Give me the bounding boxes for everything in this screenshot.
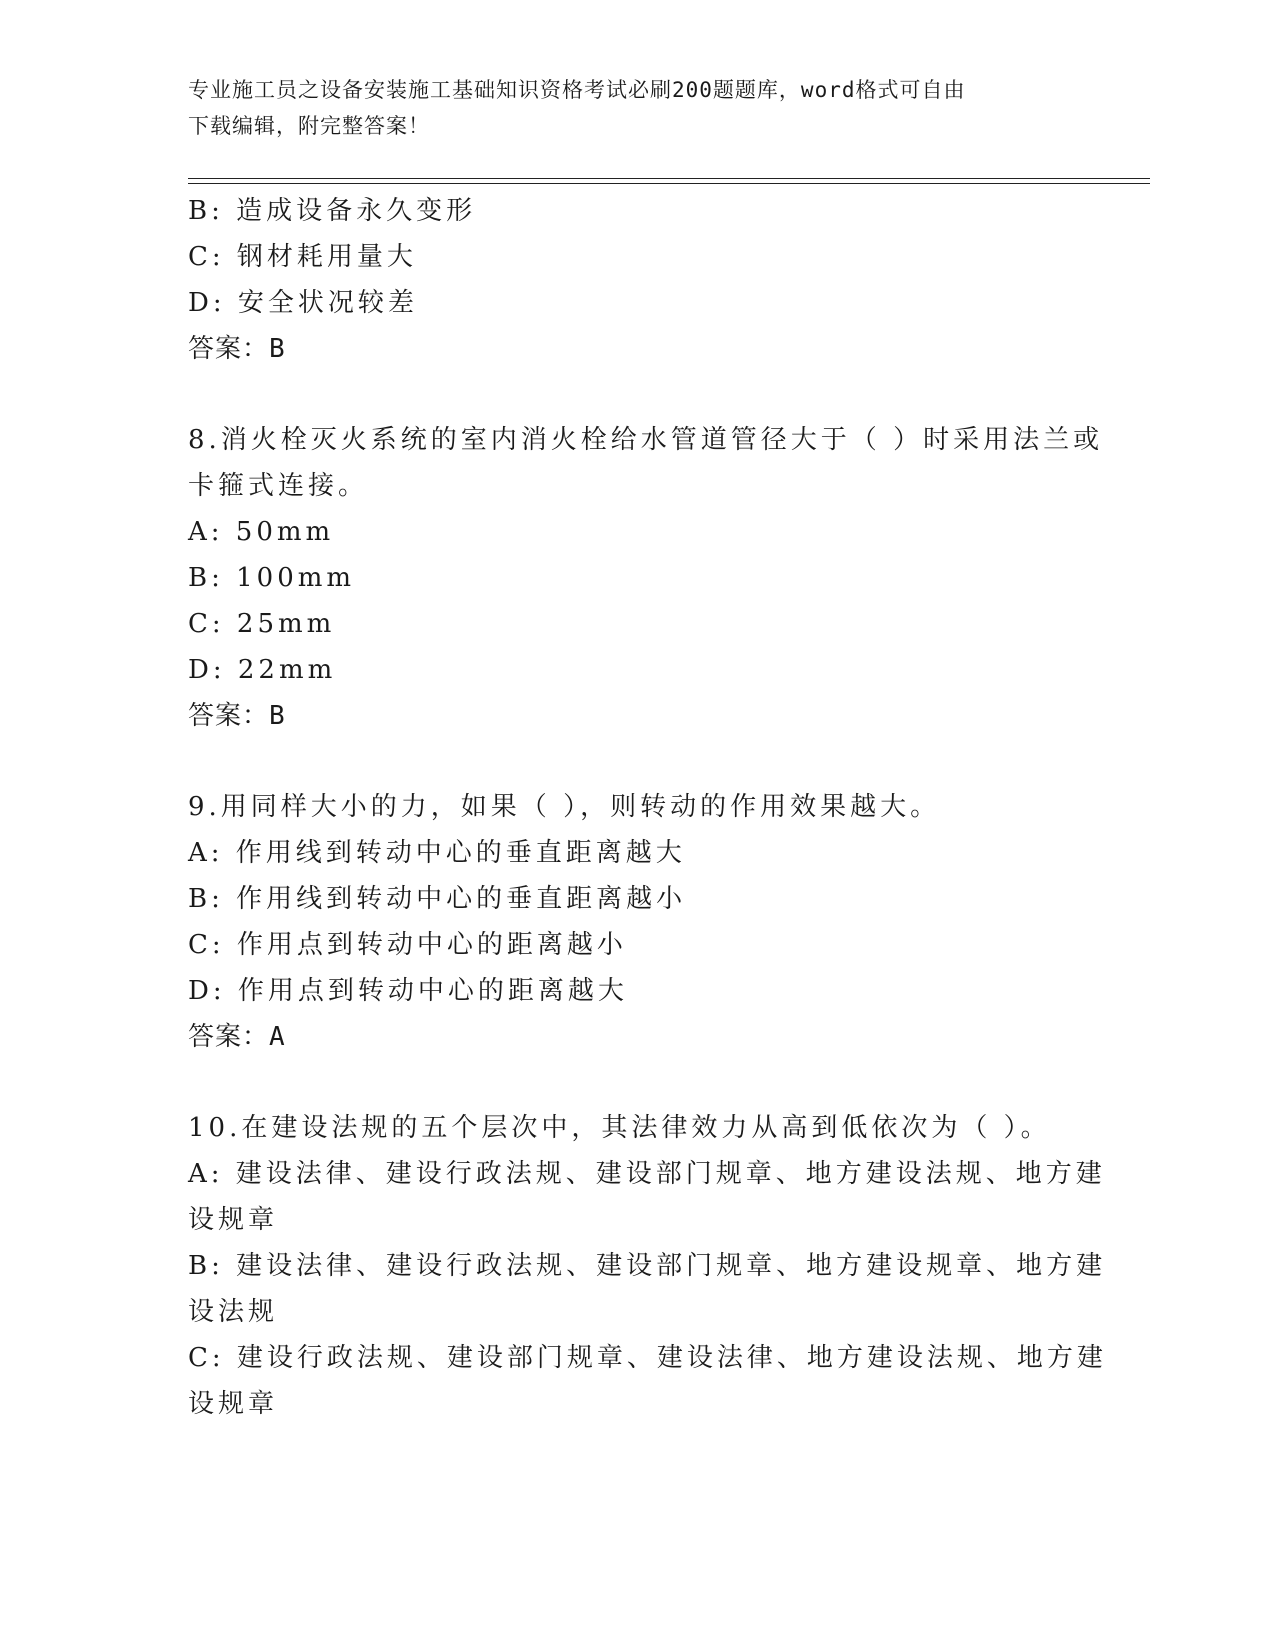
option-c: C: 25mm [188,609,336,639]
question-stem: 9.用同样大小的力，如果（ ），则转动的作用效果越大。 [188,792,941,822]
question-spacer [188,372,1068,417]
header-title-line-1: 专业施工员之设备安装施工基础知识资格考试必刷200题题库，word格式可自由 [188,78,966,102]
option-b: B: 100mm [188,563,356,593]
option-d: D: 22mm [188,655,337,685]
question-stem-line-2: 卡箍式连接。 [188,471,369,501]
answer-line: 答案：B [188,334,286,364]
option-a-line-1: A: 建设法律、建设行政法规、建设部门规章、地方建设法规、地方建 [188,1159,1106,1189]
question-stem-line-1: 8.消火栓灭火系统的室内消火栓给水管道管径大于（ ）时采用法兰或 [188,425,1104,455]
question-content [188,188,1107,1427]
question-7-continued [188,188,1068,372]
question-9 [188,784,1068,1060]
option-c-line-2: 设规章 [188,1389,279,1419]
option-c-line-1: C: 建设行政法规、建设部门规章、建设法律、地方建设法规、地方建 [188,1343,1107,1373]
header-divider-top [188,178,1150,179]
header-title-line-2: 下载编辑，附完整答案！ [188,114,430,138]
answer-line: 答案：B [188,701,286,731]
option-b: B: 造成设备永久变形 [188,196,477,226]
question-spacer [188,1060,1068,1105]
option-d: D: 安全状况较差 [188,288,418,318]
question-8 [188,417,1104,739]
option-a: A: 作用线到转动中心的垂直距离越大 [188,838,686,868]
option-d: D: 作用点到转动中心的距离越大 [188,976,628,1006]
option-b: B: 作用线到转动中心的垂直距离越小 [188,884,687,914]
question-stem: 10.在建设法规的五个层次中，其法律效力从高到低依次为（ ）。 [188,1113,1051,1143]
option-b-line-2: 设法规 [188,1297,279,1327]
option-c: C: 钢材耗用量大 [188,242,417,272]
option-a-line-2: 设规章 [188,1205,279,1235]
question-spacer [188,739,1068,784]
question-10 [188,1105,1107,1427]
answer-line: 答案：A [188,1022,286,1052]
option-a: A: 50mm [188,517,335,547]
header-divider-bottom [188,183,1150,184]
option-c: C: 作用点到转动中心的距离越小 [188,930,627,960]
option-b-line-1: B: 建设法律、建设行政法规、建设部门规章、地方建设规章、地方建 [188,1251,1107,1281]
document-header [188,72,1068,144]
